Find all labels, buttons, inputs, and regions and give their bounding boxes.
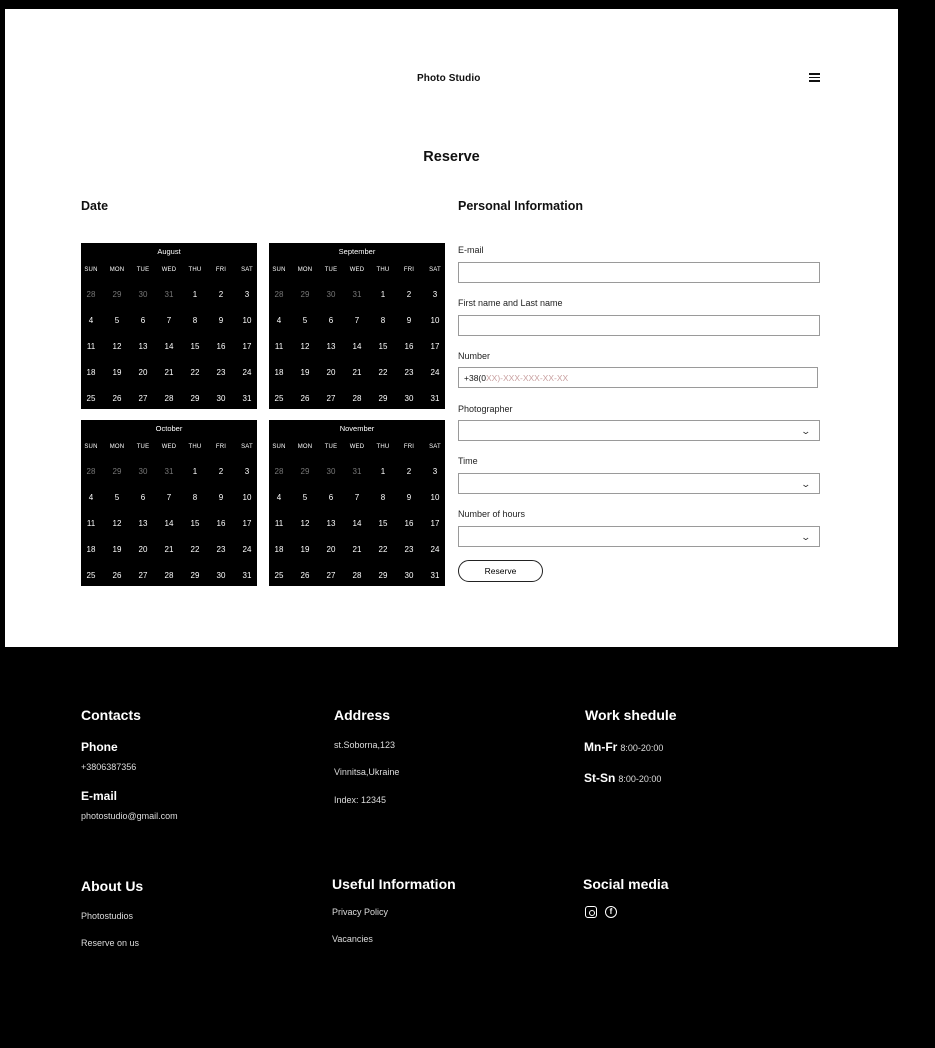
weekday-label: MON [297,267,313,273]
calendar-day[interactable]: 29 [190,394,200,403]
weekday-label: WED [161,267,177,273]
schedule-heading: Work shedule [585,707,677,723]
address-index: Index: 12345 [334,795,387,805]
calendar-day[interactable]: 9 [218,493,224,502]
calendar-day[interactable]: 11 [86,519,96,528]
weekday-header [269,444,445,450]
calendar-day[interactable]: 9 [406,493,412,502]
calendar-day[interactable]: 2 [218,290,224,299]
calendar-day[interactable]: 1 [192,290,198,299]
calendar-day[interactable]: 24 [430,545,440,554]
calendar-day[interactable]: 20 [326,545,336,554]
weekday-label: SAT [241,267,253,273]
calendar-day[interactable]: 18 [86,368,96,377]
calendar-week [81,368,257,377]
calendar-day[interactable]: 24 [242,368,252,377]
calendar-day[interactable]: 6 [328,316,334,325]
calendar-day[interactable]: 28 [86,290,96,299]
hours-label: Number of hours [458,509,526,519]
calendar-day[interactable]: 24 [242,545,252,554]
calendar-day[interactable]: 12 [112,519,122,528]
calendar-day[interactable]: 18 [274,545,284,554]
calendar-day[interactable]: 6 [140,316,146,325]
calendar-day[interactable]: 25 [86,394,96,403]
calendar-day[interactable]: 22 [378,368,388,377]
weekday-label: SAT [241,444,253,450]
useful-link-privacy[interactable]: Privacy Policy [332,907,389,917]
chevron-down-icon: ⌄ [800,426,812,436]
calendar-day[interactable]: 12 [300,519,310,528]
phone-value[interactable]: +3806387356 [81,762,137,772]
weekday-label: THU [376,267,390,273]
chevron-down-icon: ⌄ [800,479,812,489]
hours-select[interactable] [458,526,820,547]
calendar-month-title: September [338,247,376,256]
calendar-day[interactable]: 29 [190,571,200,580]
weekday-label: TUE [136,267,150,273]
email-field[interactable] [459,264,819,283]
instagram-icon[interactable] [585,906,597,918]
calendar-week [269,368,445,377]
calendar-day[interactable]: 13 [138,342,148,351]
calendar-day[interactable]: 30 [326,467,336,476]
calendar-day[interactable]: 29 [300,290,310,299]
calendar-day[interactable]: 7 [354,493,360,502]
calendar-day[interactable]: 27 [138,571,148,580]
hamburger-menu-icon[interactable] [809,73,820,84]
useful-link-vacancies[interactable]: Vacancies [332,934,373,944]
calendar-week [269,545,445,554]
calendar-day[interactable]: 14 [164,519,174,528]
calendar-day[interactable]: 3 [432,467,438,476]
weekday-label: MON [109,267,125,273]
calendar-day[interactable]: 22 [190,545,200,554]
footer-email-label: E-mail [81,789,118,803]
calendar-day[interactable]: 14 [352,342,362,351]
calendar-day[interactable]: 28 [164,571,174,580]
calendar-day[interactable]: 25 [274,394,284,403]
calendar-day[interactable]: 13 [326,342,336,351]
name-field[interactable] [459,317,819,336]
calendar-day[interactable]: 20 [138,368,148,377]
calendar-day[interactable]: 10 [430,316,440,325]
contacts-heading: Contacts [81,707,141,723]
calendar-day[interactable]: 16 [216,342,226,351]
weekday-label: SUN [272,444,286,450]
calendar-day[interactable]: 5 [114,316,120,325]
calendar-day[interactable]: 17 [242,342,252,351]
calendar-day[interactable]: 7 [354,316,360,325]
calendar-day[interactable]: 31 [430,394,440,403]
calendar-day[interactable]: 31 [242,394,252,403]
calendar-week [269,493,445,502]
about-link-photostudios[interactable]: Photostudios [81,911,134,921]
weekday-header [269,267,445,273]
weekday-label: SUN [272,267,286,273]
calendar-day[interactable]: 30 [138,290,148,299]
calendar-day[interactable]: 28 [86,467,96,476]
calendar-day[interactable]: 30 [216,394,226,403]
weekday-label: SAT [429,267,441,273]
weekday-label: TUE [324,267,338,273]
calendar-week [81,316,257,325]
calendar-day[interactable]: 4 [276,316,282,325]
calendar-day[interactable]: 19 [300,368,310,377]
calendar-day[interactable]: 30 [404,394,414,403]
calendar-november [269,420,445,586]
calendar-day[interactable]: 8 [380,493,386,502]
calendar-day[interactable]: 5 [114,493,120,502]
personal-info-heading: Personal Information [458,199,584,213]
time-label: Time [458,456,478,466]
calendar-day[interactable]: 10 [242,493,252,502]
calendar-day[interactable]: 8 [192,316,198,325]
calendar-day[interactable]: 1 [380,290,386,299]
calendar-day[interactable]: 31 [430,571,440,580]
calendar-week [81,290,257,299]
number-prefix: +38(0 [464,373,486,383]
calendar-day[interactable]: 19 [112,545,122,554]
number-label: Number [458,351,491,361]
calendar-day[interactable]: 12 [112,342,122,351]
footer [5,647,898,1014]
calendar-day[interactable]: 22 [190,368,200,377]
calendar-day[interactable]: 27 [326,571,336,580]
calendar-day[interactable]: 18 [86,545,96,554]
calendar-day[interactable]: 15 [378,519,388,528]
calendar-month-title: October [155,424,183,433]
calendar-day[interactable]: 23 [216,368,226,377]
weekday-label: FRI [215,444,227,450]
calendar-day[interactable]: 16 [404,342,414,351]
calendar-day[interactable]: 4 [276,493,282,502]
weekend-hours: 8:00-20:00 [618,774,662,784]
calendar-day[interactable]: 26 [112,394,122,403]
calendar-day[interactable]: 18 [274,368,284,377]
calendar-day[interactable]: 21 [352,545,362,554]
calendar-week [81,545,257,554]
calendar-day[interactable]: 2 [406,290,412,299]
weekday-label: THU [188,267,202,273]
calendar-day[interactable]: 17 [430,342,440,351]
weekday-label: SAT [429,444,441,450]
calendar-week [269,342,445,351]
calendar-day[interactable]: 13 [326,519,336,528]
calendar-month-title: August [157,247,181,256]
calendar-day[interactable]: 31 [164,467,174,476]
calendar-day[interactable]: 5 [302,316,308,325]
weekday-label: WED [349,267,365,273]
weekend-label: St-Sn [584,771,616,785]
calendar-day[interactable]: 31 [164,290,174,299]
calendar-day[interactable]: 19 [300,545,310,554]
calendar-day[interactable]: 2 [218,467,224,476]
page-title: Reserve [423,149,480,165]
calendar-week [81,519,257,528]
calendar-day[interactable]: 10 [242,316,252,325]
calendar-day[interactable]: 6 [140,493,146,502]
calendar-day[interactable]: 29 [112,290,122,299]
weekday-label: FRI [215,267,227,273]
weekday-label: TUE [324,444,338,450]
weekday-label: WED [349,444,365,450]
calendar-week [269,290,445,299]
weekday-header [81,444,257,450]
calendar-october [81,420,257,586]
calendar-day[interactable]: 26 [112,571,122,580]
schedule-weekdays [584,740,663,754]
calendar-day[interactable]: 15 [190,342,200,351]
calendar-day[interactable]: 9 [406,316,412,325]
calendar-week [269,394,445,403]
calendar-day[interactable]: 23 [404,545,414,554]
calendar-day[interactable]: 21 [352,368,362,377]
calendar-week [269,519,445,528]
calendar-day[interactable]: 28 [274,290,284,299]
calendar-day[interactable]: 30 [404,571,414,580]
reserve-button[interactable]: Reserve [458,560,543,582]
calendar-day[interactable]: 29 [112,467,122,476]
address-heading: Address [334,707,391,723]
calendar-day[interactable]: 19 [112,368,122,377]
calendar-day[interactable]: 4 [88,493,94,502]
number-placeholder: XX)-XXX-XXX-XX-XX [485,373,569,383]
calendar-day[interactable]: 31 [352,290,362,299]
weekday-label: SUN [84,444,98,450]
calendar-day[interactable]: 8 [380,316,386,325]
calendar-day[interactable]: 7 [166,316,172,325]
calendar-week [81,467,257,476]
calendar-day[interactable]: 5 [302,493,308,502]
calendar-day[interactable]: 1 [380,467,386,476]
calendar-week [269,467,445,476]
calendar-day[interactable]: 17 [430,519,440,528]
calendar-day[interactable]: 7 [166,493,172,502]
calendar-day[interactable]: 17 [242,519,252,528]
about-heading: About Us [81,878,144,894]
calendar-day[interactable]: 23 [404,368,414,377]
calendar-day[interactable]: 1 [192,467,198,476]
calendar-day[interactable]: 30 [216,571,226,580]
number-value [464,373,568,383]
calendar-august [81,243,257,409]
calendar-day[interactable]: 21 [164,368,174,377]
weekday-label: WED [161,444,177,450]
weekdays-hours: 8:00-20:00 [620,743,664,753]
calendar-week [269,571,445,580]
calendar-day[interactable]: 6 [328,493,334,502]
photographer-label: Photographer [458,404,513,414]
weekday-label: FRI [403,267,415,273]
calendar-month-title: November [339,424,375,433]
weekday-label: FRI [403,444,415,450]
calendar-day[interactable]: 29 [378,394,388,403]
calendar-day[interactable]: 30 [326,290,336,299]
calendar-day[interactable]: 15 [378,342,388,351]
calendar-day[interactable]: 27 [138,394,148,403]
calendar-week [81,493,257,502]
number-field[interactable] [458,367,818,388]
calendar-day[interactable]: 25 [274,571,284,580]
brand-title[interactable]: Photo Studio [417,73,481,84]
weekday-label: MON [297,444,313,450]
calendar-day[interactable]: 12 [300,342,310,351]
calendar-day[interactable]: 30 [138,467,148,476]
calendar-week [81,394,257,403]
weekday-label: MON [109,444,125,450]
calendar-day[interactable]: 11 [86,342,96,351]
calendar-day[interactable]: 25 [86,571,96,580]
calendar-day[interactable]: 22 [378,545,388,554]
weekday-header [81,267,257,273]
calendar-day[interactable]: 14 [352,519,362,528]
social-heading: Social media [583,876,669,892]
calendar-day[interactable]: 21 [164,545,174,554]
calendar-day[interactable]: 26 [300,571,310,580]
about-link-reserve[interactable]: Reserve on us [81,938,140,948]
email-field-box [458,262,820,283]
time-select[interactable] [458,473,820,494]
calendar-day[interactable]: 3 [432,290,438,299]
calendar-day[interactable]: 20 [326,368,336,377]
weekday-label: SUN [84,267,98,273]
calendar-day[interactable]: 27 [326,394,336,403]
calendar-september [269,243,445,409]
calendar-day[interactable]: 29 [300,467,310,476]
calendar-day[interactable]: 2 [406,467,412,476]
email-label: E-mail [458,245,484,255]
calendar-day[interactable]: 16 [216,519,226,528]
calendar-week [81,342,257,351]
calendar-day[interactable]: 31 [352,467,362,476]
calendar-day[interactable]: 28 [164,394,174,403]
page [5,9,898,1014]
calendar-day[interactable]: 9 [218,316,224,325]
calendar-day[interactable]: 26 [300,394,310,403]
name-field-box [458,315,820,336]
calendar-day[interactable]: 3 [244,467,250,476]
date-heading: Date [81,199,109,213]
calendar-day[interactable]: 29 [378,571,388,580]
calendar-day[interactable]: 20 [138,545,148,554]
calendar-day[interactable]: 8 [192,493,198,502]
calendar-day[interactable]: 11 [274,519,284,528]
calendar-day[interactable]: 4 [88,316,94,325]
footer-email-value[interactable]: photostudio@gmail.com [81,811,178,821]
calendar-day[interactable]: 23 [216,545,226,554]
phone-label: Phone [81,740,118,754]
weekdays-label: Mn-Fr [584,740,618,754]
calendar-day[interactable]: 10 [430,493,440,502]
calendar-day[interactable]: 28 [352,571,362,580]
calendar-day[interactable]: 31 [242,571,252,580]
calendar-week [81,571,257,580]
address-city: Vinnitsa,Ukraine [334,767,400,777]
calendar-day[interactable]: 11 [274,342,284,351]
weekday-label: THU [188,444,202,450]
calendar-day[interactable]: 14 [164,342,174,351]
calendar-day[interactable]: 28 [274,467,284,476]
calendar-day[interactable]: 16 [404,519,414,528]
calendar-day[interactable]: 13 [138,519,148,528]
weekday-label: THU [376,444,390,450]
chevron-down-icon: ⌄ [800,532,812,542]
facebook-icon[interactable]: f [605,906,617,918]
address-street: st.Soborna,123 [334,740,396,750]
photographer-select[interactable] [458,420,820,441]
schedule-weekend [584,771,661,785]
name-label: First name and Last name [458,298,563,308]
calendar-week [269,316,445,325]
weekday-label: TUE [136,444,150,450]
useful-heading: Useful Information [332,876,456,892]
calendar-day[interactable]: 24 [430,368,440,377]
calendar-day[interactable]: 28 [352,394,362,403]
calendar-day[interactable]: 15 [190,519,200,528]
calendar-day[interactable]: 3 [244,290,250,299]
